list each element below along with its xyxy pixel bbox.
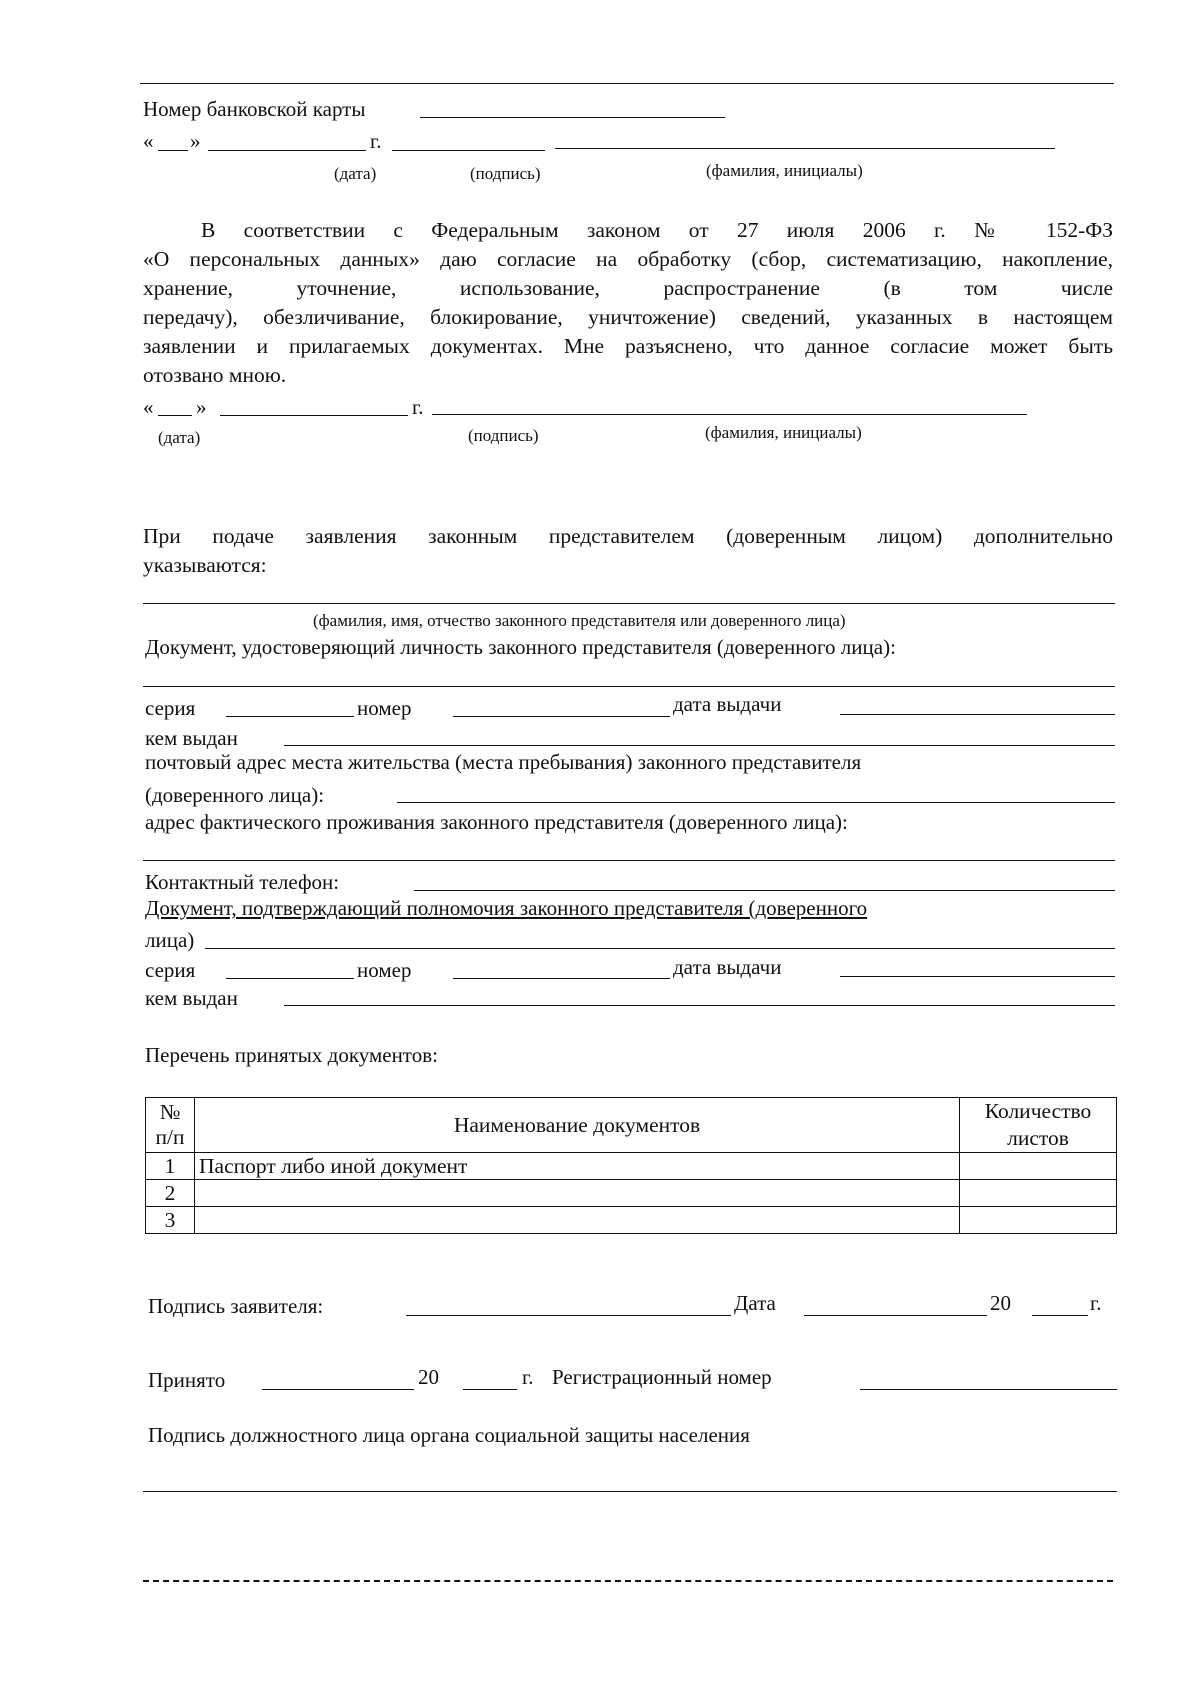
consent-signature-name-field[interactable]	[432, 414, 1027, 415]
date-caption: (дата)	[334, 164, 377, 183]
issue-date-field-2[interactable]	[840, 976, 1115, 977]
cut-line	[143, 1580, 1113, 1582]
row-document-name[interactable]	[195, 1207, 960, 1234]
consent-line-3: хранение, уточнение, использование, распространение (в том числе	[143, 276, 1113, 300]
series-field-2[interactable]	[226, 978, 354, 979]
name-caption: (фамилия, инициалы)	[706, 161, 863, 180]
date-label: Дата	[734, 1291, 776, 1315]
issue-date-label-2: дата выдачи	[673, 955, 782, 979]
table-row	[146, 1153, 1117, 1180]
consent-paragraph	[143, 216, 1113, 390]
top-rule	[140, 83, 1114, 84]
issued-by-field[interactable]	[284, 745, 1115, 746]
date-quote-open: «	[143, 129, 154, 153]
series-label-2: серия	[145, 958, 196, 982]
authority-document-label-line-1: Документ, подтверждающий полномочия законного представителя (доверенного	[145, 896, 868, 920]
number-label-2: номер	[357, 958, 412, 982]
official-signature-label: Подпись должностного лица органа социальной защиты населения	[148, 1423, 750, 1447]
phone-field[interactable]	[414, 890, 1115, 891]
row-document-name[interactable]: Паспорт либо иной документ	[195, 1153, 960, 1180]
documents-list-title: Перечень принятых документов:	[145, 1043, 438, 1067]
row-quantity[interactable]	[960, 1180, 1117, 1207]
consent-month-field[interactable]	[220, 415, 408, 416]
consent-signature-caption: (подпись)	[468, 426, 539, 445]
table-row	[146, 1180, 1117, 1207]
consent-quote-close: »	[196, 395, 207, 419]
consent-line-2: «О персональных данных» даю согласие на обработку (сбор, систематизацию, накопление,	[143, 247, 1113, 271]
series-field[interactable]	[226, 716, 354, 717]
accepted-label: Принято	[148, 1368, 226, 1392]
date-day-field[interactable]	[158, 150, 188, 151]
issued-by-label: кем выдан	[145, 726, 238, 750]
row-quantity[interactable]	[960, 1207, 1117, 1234]
documents-table	[145, 1097, 1117, 1234]
id-document-label: Документ, удостоверяющий личность законного представителя (доверенного лица):	[145, 635, 896, 659]
year-field[interactable]	[1032, 1315, 1088, 1316]
year-prefix: 20	[990, 1291, 1011, 1315]
signature-field[interactable]	[392, 150, 545, 151]
row-number: 3	[146, 1207, 195, 1234]
issue-date-field[interactable]	[840, 714, 1115, 715]
signature-caption: (подпись)	[470, 164, 541, 183]
actual-address-field[interactable]	[143, 860, 1115, 861]
accepted-year-field[interactable]	[463, 1389, 517, 1390]
documents-table-header	[146, 1098, 1117, 1153]
name-initials-field[interactable]	[555, 148, 1055, 149]
column-number-header: № п/п	[146, 1098, 195, 1153]
table-row	[146, 1207, 1117, 1234]
applicant-signature-label: Подпись заявителя:	[148, 1294, 324, 1318]
accepted-date-field[interactable]	[262, 1389, 414, 1390]
date-quote-close: »	[190, 129, 201, 153]
phone-label: Контактный телефон:	[145, 870, 340, 894]
issued-by-field-2[interactable]	[284, 1005, 1115, 1006]
column-quantity-header: Количество листов	[960, 1098, 1117, 1153]
row-number: 2	[146, 1180, 195, 1207]
registration-number-field[interactable]	[860, 1389, 1117, 1390]
representative-intro-line-2: указываются:	[143, 553, 267, 577]
applicant-signature-field[interactable]	[406, 1315, 731, 1316]
consent-line-5: заявлении и прилагаемых документах. Мне разъяснено, что данное согласие может быть	[143, 334, 1113, 358]
number-field[interactable]	[453, 716, 670, 717]
official-signature-field[interactable]	[143, 1491, 1117, 1492]
authority-document-label-line-2: лица)	[145, 928, 195, 952]
consent-day-field[interactable]	[158, 415, 192, 416]
consent-date-caption: (дата)	[158, 428, 201, 447]
date-year-suffix: г.	[370, 129, 382, 153]
representative-fio-field[interactable]	[143, 603, 1115, 604]
row-quantity[interactable]	[960, 1153, 1117, 1180]
accepted-year-suffix: г.	[522, 1365, 534, 1389]
consent-year-suffix: г.	[412, 395, 424, 419]
bank-card-label: Номер банковской карты	[143, 97, 366, 121]
id-document-field[interactable]	[143, 686, 1115, 687]
number-field-2[interactable]	[453, 978, 670, 979]
consent-line-1: В соответствии с Федеральным законом от 27 июля 2006 г. № 152-ФЗ	[201, 218, 1113, 242]
representative-intro	[143, 522, 1113, 580]
consent-name-caption: (фамилия, инициалы)	[705, 423, 862, 442]
consent-quote-open: «	[143, 395, 154, 419]
registration-number-label: Регистрационный номер	[552, 1365, 772, 1389]
accepted-year-prefix: 20	[418, 1365, 439, 1389]
postal-address-label-line-2: (доверенного лица):	[145, 783, 325, 807]
date-month-field[interactable]	[208, 150, 366, 151]
authority-document-field[interactable]	[205, 948, 1115, 949]
postal-address-label-line-1: почтовый адрес места жительства (места пребывания) законного представителя	[145, 750, 862, 774]
number-label: номер	[357, 696, 412, 720]
year-suffix: г.	[1090, 1291, 1102, 1315]
issue-date-label: дата выдачи	[673, 692, 782, 716]
row-document-name[interactable]	[195, 1180, 960, 1207]
representative-intro-line-1: При подаче заявления законным представителем (доверенным лицом) дополнительно	[143, 524, 1113, 548]
postal-address-field[interactable]	[397, 802, 1115, 803]
bank-card-field[interactable]	[420, 117, 725, 118]
issued-by-label-2: кем выдан	[145, 986, 238, 1010]
actual-address-label: адрес фактического проживания законного представителя (доверенного лица):	[145, 810, 848, 834]
consent-line-4: передачу), обезличивание, блокирование, уничтожение) сведений, указанных в настоящем	[143, 305, 1113, 329]
series-label: серия	[145, 696, 196, 720]
date-field[interactable]	[804, 1315, 987, 1316]
representative-fio-caption: (фамилия, имя, отчество законного представителя или доверенного лица)	[313, 611, 846, 630]
column-name-header: Наименование документов	[195, 1098, 960, 1153]
consent-line-6: отозвано мною.	[143, 363, 287, 387]
row-number: 1	[146, 1153, 195, 1180]
